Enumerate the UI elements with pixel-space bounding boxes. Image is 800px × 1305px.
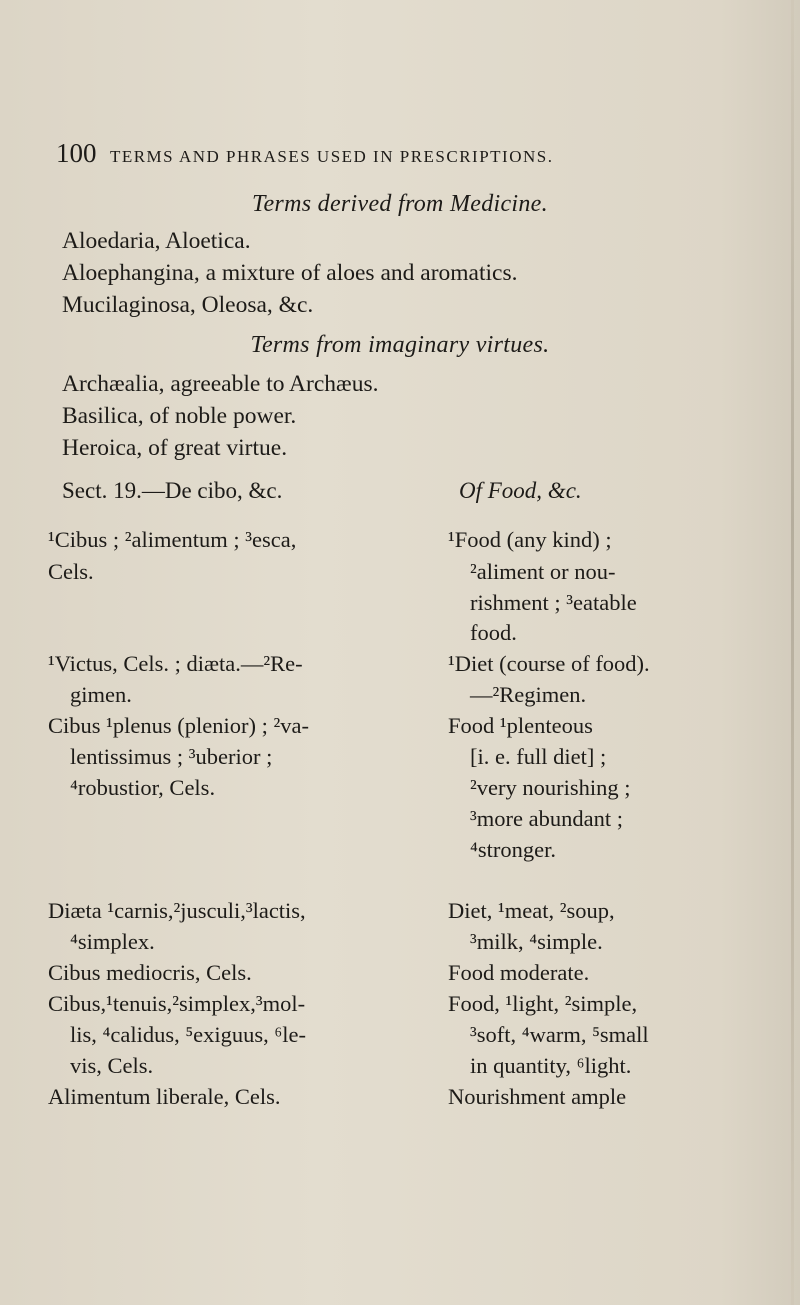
text-line: Aloephangina, a mixture of aloes and aromatics. [62,260,518,286]
english-entry-line: Food, ¹light, ²simple, [448,991,638,1016]
section-19-latin-heading: Sect. 19.—De cibo, &c. [62,478,283,503]
running-head [56,138,776,169]
english-entry-line: Nourishment ample [448,1084,627,1109]
english-entry-line: Food moderate. [448,960,590,985]
english-entry-line: ¹Diet (course of food). [448,651,650,676]
english-entry-line: —²Regimen. [470,682,587,707]
english-entry-line: ³more abundant ; [470,806,623,831]
latin-entry-line: Diæta ¹carnis,²jusculi,³lactis, [48,898,306,923]
latin-entry-line: Cibus,¹tenuis,²simplex,³mol- [48,991,306,1016]
heading-terms-medicine: Terms derived from Medicine. [252,191,548,217]
latin-entry-line: Cibus mediocris, Cels. [48,960,252,985]
english-entry-line: ³milk, ⁴simple. [470,929,603,954]
text-line: Archæalia, agreeable to Archæus. [62,371,379,397]
latin-entry-line: vis, Cels. [70,1053,154,1078]
english-entry-line: ⁴stronger. [470,837,556,862]
text-line: Mucilaginosa, Oleosa, &c. [62,292,314,318]
english-entry-line: ²very nourishing ; [470,775,631,800]
text-line: Basilica, of noble power. [62,403,297,429]
heading-terms-virtues: Terms from imaginary virtues. [250,332,550,358]
latin-entry-line: ⁴simplex. [70,929,155,954]
text-line: Aloedaria, Aloetica. [62,228,251,254]
latin-entry-line: ⁴robustior, Cels. [70,775,216,800]
page-number: 100 [56,138,97,168]
latin-entry-line: Cels. [48,559,94,584]
english-entry-line: rishment ; ³eatable [470,590,637,615]
english-entry-line: in quantity, ⁶light. [470,1053,632,1078]
latin-entry-line: ¹Victus, Cels. ; diæta.—²Re- [48,651,303,676]
section-19-english-heading: Of Food, &c. [459,478,582,503]
latin-entry-line: lis, ⁴calidus, ⁵exiguus, ⁶le- [70,1022,306,1047]
latin-entry-line: Cibus ¹plenus (plenior) ; ²va- [48,713,309,738]
latin-entry-line: lentissimus ; ³uberior ; [70,744,273,769]
english-entry-line: [i. e. full diet] ; [470,744,607,769]
text-line: Heroica, of great virtue. [62,435,288,461]
running-head-title: TERMS AND PHRASES USED IN PRESCRIPTIONS. [109,147,554,166]
english-entry-line: food. [470,620,517,645]
latin-entry-line: Alimentum liberale, Cels. [48,1084,281,1109]
english-entry-line: Food ¹plenteous [448,713,593,738]
latin-entry-line: ¹Cibus ; ²alimentum ; ³esca, [48,527,297,552]
latin-entry-line: gimen. [70,682,132,707]
english-entry-line: ³soft, ⁴warm, ⁵small [470,1022,649,1047]
english-entry-line: ¹Food (any kind) ; [448,527,612,552]
english-entry-line: Diet, ¹meat, ²soup, [448,898,615,923]
english-entry-line: ²aliment or nou- [470,559,616,584]
